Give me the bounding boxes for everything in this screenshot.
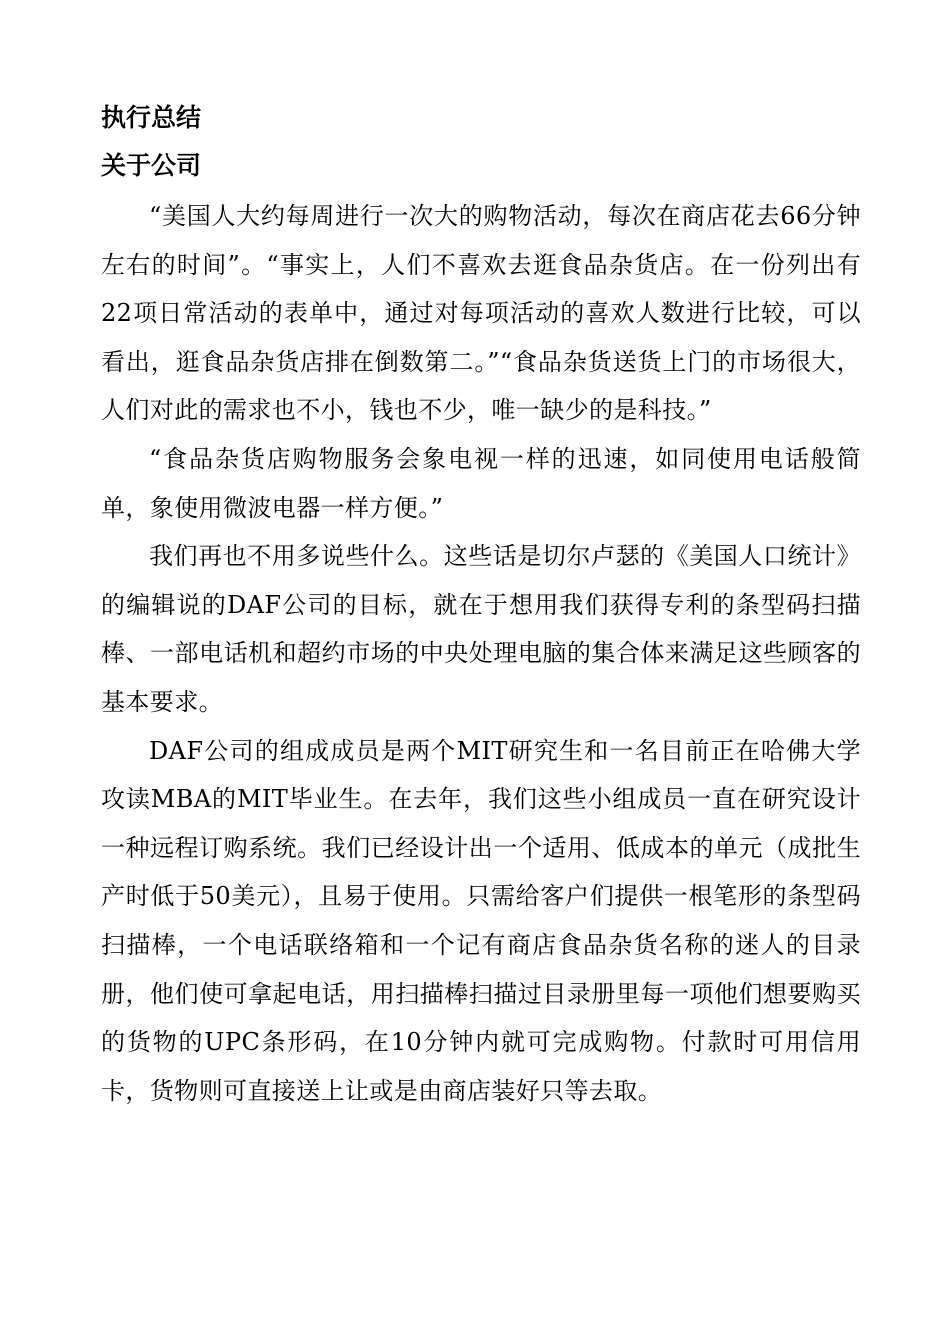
paragraph-market-quote: “美国人大约每周进行一次大的购物活动，每次在商店花去66分钟左右的时间”。“事实上，人们不喜欢去逛食品杂货店。在一份列出有22项日常活动的表单中，通过对每项活动的喜欢人数进行比较，可以看出，逛食品杂货店排在倒数第二。”“食品杂货送货上门的市场很大，人们对此的需求也不小，钱也不少，唯一缺少的是科技。”	[101, 202, 861, 425]
document-body	[101, 96, 861, 1115]
paragraph-service-quote: “食品杂货店购物服务会象电视一样的迅速，如同使用电话般简单，象使用微波电器一样方便。”	[101, 444, 861, 522]
paragraph-team-product: DAF公司的组成成员是两个MIT研究生和一名目前正在哈佛大学攻读MBA的MIT毕业生。在去年，我们这些小组成员一直在研究设计一种远程订购系统。我们已经设计出一个适用、低成本的单元（成批生产时低于50美元），且易于使用。只需给客户们提供一根笔形的条型码扫描棒，一个电话联络箱和一个记有商店食品杂货名称的迷人的目录册，他们使可拿起电话，用扫描棒扫描过目录册里每一项他们想要购买的货物的UPC条形码，在10分钟内就可完成购物。付款时可用信用卡，货物则可直接送上让或是由商店装好只等去取。	[101, 736, 861, 1105]
subsection-title: 关于公司	[101, 151, 202, 180]
section-title: 执行总结	[101, 103, 202, 132]
paragraph-company-goal: 我们再也不用多说些什么。这些话是切尔卢瑟的《美国人口统计》的编辑说的DAF公司的目标，就在于想用我们获得专利的条型码扫描棒、一部电话机和超约市场的中央处理电脑的集合体来满足这些顾客的基本要求。	[101, 542, 861, 716]
